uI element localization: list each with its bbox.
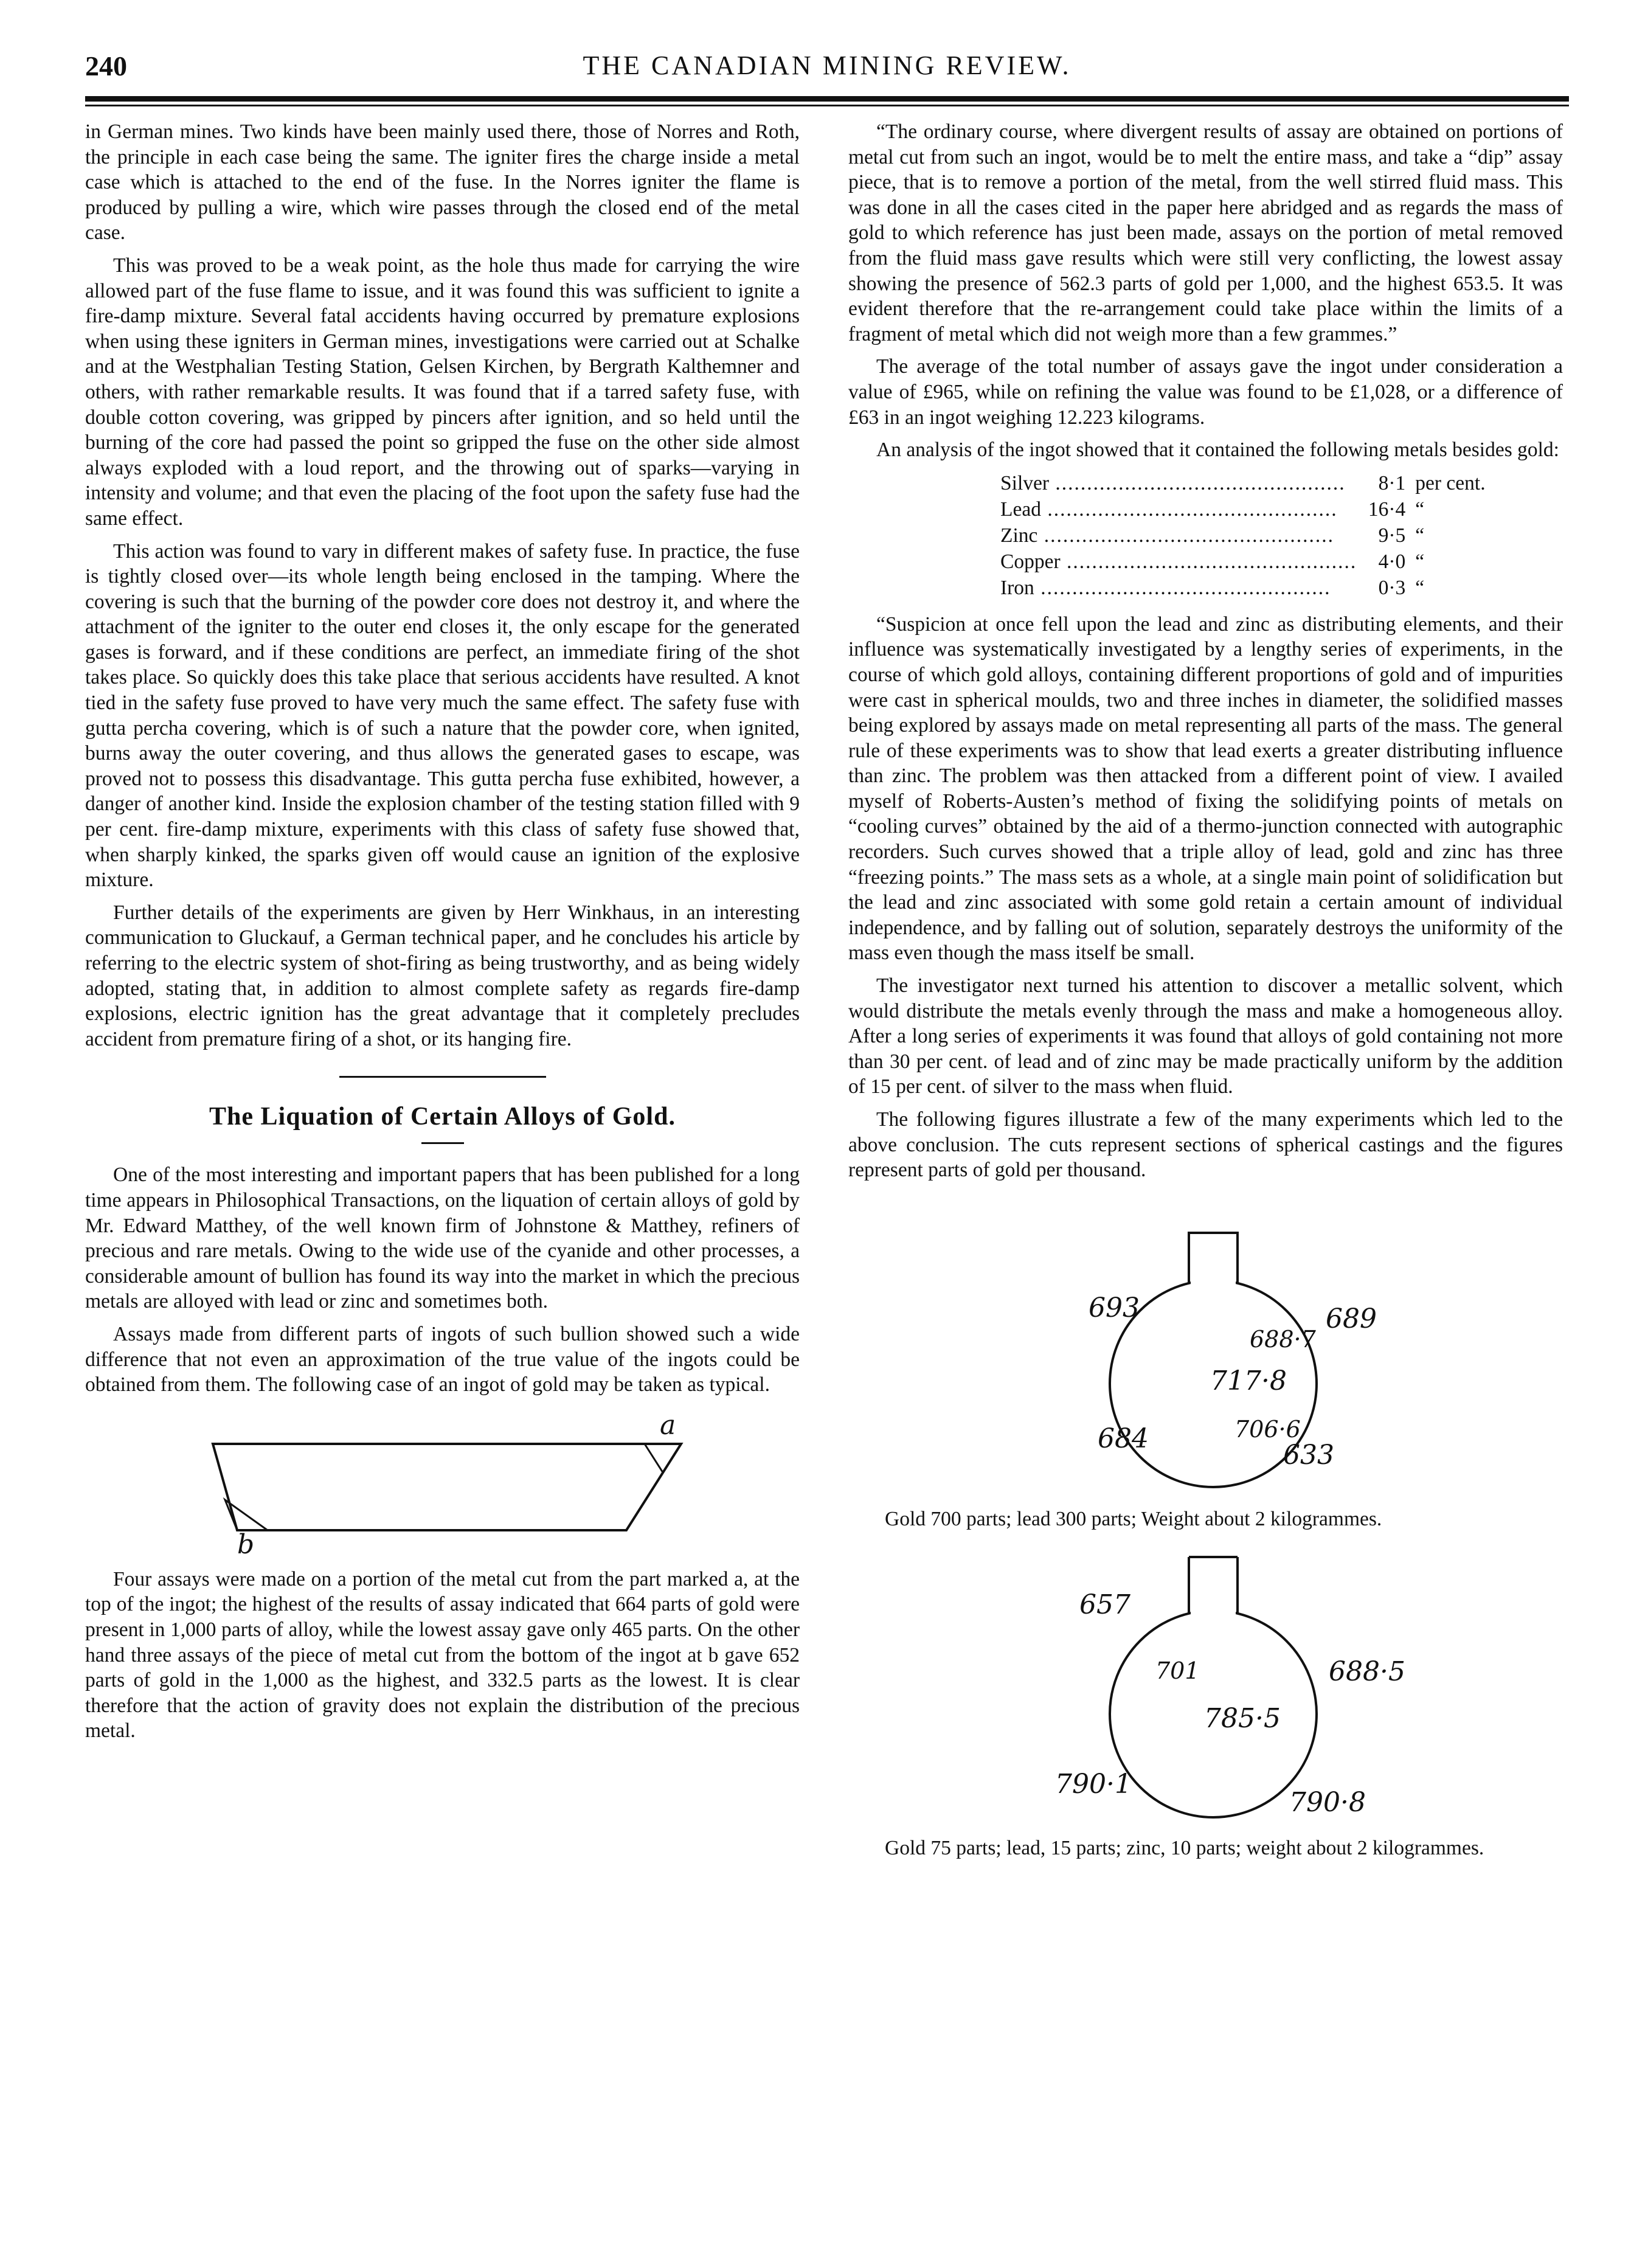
paragraph: An analysis of the ingot showed that it contained the following metals besides gold:: [876, 439, 1559, 462]
page-header: [85, 50, 1569, 86]
paragraph: This action was found to vary in different makes of safety fuse. In practice, the fuse is tightly closed over—its whole length being enclosed in the tamping. Where the covering is such that the burning of the powder core does not destroy it, and where the attachment of the igniter to the outer end closes it, the only escape for the generated gases is forward, and if these conditions are perfect, an immediate firing of the shot takes place. So quickly does this take place that serious accidents have resulted. A knot tied in the safety fuse proved to have very much the same effect. The safety fuse with gutta percha covering, which is of such a nature that the powder core, when ignited, burns away the outer covering, and thus allows the generated gases to escape, was proved not to possess this disadvantage. This gutta percha fuse exhibited, however, a danger of another kind. Inside the explosion chamber of the testing station filled with 9 per cent. fire-damp mixture, experiments with this class of safety fuse showed that, when sharply kinked, the sparks given off would cause an ignition of the explosive mixture.: [85, 539, 800, 892]
metal-name: Silver: [1000, 471, 1050, 494]
assay-label: 693: [1089, 1292, 1140, 1323]
paragraph: Further details of the experiments are given by Herr Winkhaus, in an interesting communication to Gluckauf, a German technical paper, and he concludes his article by referring to the electric system of shot-firing as being trustworthy, and as being widely adopted, stating that, in addition to almost complete safety as regards fire-damp explosions, electric ignition has the great advantage that it completely precludes accident from premature firing of a shot, or its hanging fire.: [85, 901, 800, 1050]
section-divider: [339, 1076, 546, 1078]
metals-table: [1000, 470, 1549, 601]
metal-name: Iron: [1000, 576, 1034, 599]
header-rule-thin: [85, 105, 1569, 106]
dot-leader: ..............................................: [1037, 524, 1335, 547]
paragraph: “Suspicion at once fell upon the lead and zinc as distributing elements, and their influence was systematically investigated by a lengthy series of experiments, in the course of which gold alloys, containing different proportions of gold and of impurities were cast in spherical moulds, two and three inches in diameter, the solidified masses being explored by assays made on metal representing all parts of the mass. The general rule of these experiments was to show that lead exerts a greater distributing influence than zinc. The problem was then attacked from a different point of view. I availed myself of Roberts-Austen’s method of fixing the solidifying points of metals on “cooling curves” obtained by the aid of a thermo-junction connected with autographic recorders. Such curves showed that a triple alloy of lead, gold and zinc has three “freezing points.” The mass sets as a whole, at a single main point of solidification but the lead and zinc associated with some gold retain a certain amount of individual independence, and by falling out of solution, separately destroys the uniformity of the mass even though the mass itself be small.: [848, 612, 1563, 965]
metal-value: 16·4: [1368, 498, 1406, 521]
metal-row: [1000, 549, 1549, 575]
metal-unit: “: [1415, 524, 1425, 547]
metal-row: [1000, 575, 1549, 601]
left-column: [85, 119, 800, 1751]
paragraph: in German mines. Two kinds have been mainly used there, those of Norres and Roth, the principle in each case being the same. The igniter fires the charge inside a metal case which is attached to the end of the fuse. In the Norres igniter the flame is produced by pulling a wire, which wire passes through the closed end of the metal case.: [85, 120, 800, 244]
paragraph: Assays made from different parts of ingots of such bullion showed such a wide difference that not even an approximation of the true value of the ingots could be obtained from them. The following case of an ingot of gold may be taken as typical.: [85, 1322, 800, 1396]
sphere-neck-mask: [1191, 1277, 1236, 1285]
page-number: 240: [85, 50, 127, 81]
assay-label: 706·6: [1234, 1415, 1301, 1443]
dot-leader: ..............................................: [1049, 471, 1346, 494]
metal-value: 9·5: [1378, 524, 1406, 547]
assay-label: 684: [1098, 1423, 1149, 1454]
metal-name: Zinc: [1000, 524, 1038, 547]
journal-title: THE CANADIAN MINING REVIEW.: [583, 50, 1072, 80]
sphere-section-figure-2: [1006, 1550, 1405, 1829]
paragraph: Four assays were made on a portion of the metal cut from the part marked a, at the top of the ingot; the highest of the results of assay indicated that 664 parts of gold were present in 1,000 parts of alloy, while the lowest assay gave only 465 parts. On the other hand three assays of the piece of metal cut from the bottom of the ingot at b gave 652 parts of gold in the 1,000 as the highest, and 332.5 parts as the lowest. It is clear therefore that the action of gravity does not explain the distribution of the precious metal.: [85, 1567, 800, 1743]
metal-name: Lead: [1000, 498, 1041, 521]
metal-name: Copper: [1000, 550, 1061, 573]
ingot-corner-bottom: [225, 1500, 268, 1530]
assay-label: 688·5: [1329, 1656, 1405, 1688]
ingot-corner-top: [645, 1444, 681, 1472]
metal-unit: “: [1415, 576, 1425, 599]
paragraph: The following figures illustrate a few of the many experiments which led to the above conclusion. The cuts represent sections of spherical castings and the figures represent parts of gold per thousand.: [848, 1108, 1563, 1182]
paragraph: The investigator next turned his attention to discover a metallic solvent, which would distribute the metals evenly through the mass and make a homogeneous alloy. After a long series of experiments it was found that alloys of gold containing not more than 30 per cent. of lead and of zinc may be made practically uniform by the addition of 15 per cent. of silver to the mass when fluid.: [848, 974, 1563, 1098]
metal-unit: “: [1415, 550, 1425, 573]
assay-label: 689: [1326, 1303, 1377, 1334]
header-rule-thick: [85, 96, 1569, 102]
assay-label: 633: [1283, 1439, 1334, 1471]
sphere-section-figure-1: [1006, 1219, 1396, 1499]
paragraph: One of the most interesting and important papers that has been published for a long time appears in Philosophical Transactions, on the liquation of certain alloys of gold by Mr. Edward Matthey, of the well known firm of Johnstone & Matthey, refiners of precious and rare metals. Owing to the wide use of the cyanide and other processes, a considerable amount of bullion has found its way into the market in which the precious metals are alloyed with lead or zinc and sometimes both.: [85, 1163, 800, 1313]
assay-label: 688·7: [1250, 1325, 1316, 1353]
ingot-label-b: b: [237, 1528, 255, 1560]
dot-leader: ..............................................: [1060, 550, 1357, 573]
metal-value: 8·1: [1378, 471, 1406, 494]
assay-label: 657: [1079, 1589, 1130, 1621]
assay-label: 790·1: [1055, 1769, 1132, 1800]
metal-row: [1000, 522, 1549, 549]
metal-unit: per cent.: [1415, 471, 1486, 494]
metal-row: [1000, 496, 1549, 522]
assay-label: 785·5: [1204, 1703, 1281, 1735]
paragraph: The average of the total number of assays gave the ingot under consideration a value of £965, while on refining the value was found to be £1,028, or a difference of £63 in an ingot weighing 12.223 kilograms.: [848, 355, 1563, 429]
paragraph: “The ordinary course, where divergent results of assay are obtained on portions of metal cut from such an ingot, would be to melt the entire mass, and take a “dip” assay piece, that is to remove a portion of the metal, from the well stirred fluid mass. This was done in all the cases cited in the paper here abridged and as regards the mass of gold to which reference has just been made, assays on the portion of metal removed from the fluid mass gave results which were still very conflicting, the lowest assay showing the presence of 562.3 parts of gold per 1,000, and the highest 653.5. It was evident therefore that the re-arrangement could take place within the limits of a fragment of metal which did not weigh more than a few grammes.”: [848, 120, 1563, 345]
dot-leader: ..............................................: [1034, 576, 1331, 599]
article-title: The Liquation of Certain Alloys of Gold.: [209, 1103, 676, 1131]
assay-label: 701: [1155, 1657, 1200, 1685]
metal-row: [1000, 470, 1549, 496]
figure-2-caption: Gold 75 parts; lead, 15 parts; zinc, 10 parts; weight about 2 kilogrammes.: [885, 1837, 1484, 1860]
metal-unit: “: [1415, 498, 1425, 521]
ingot-diagram: [207, 1409, 693, 1560]
sphere-neck-mask: [1191, 1607, 1236, 1615]
metal-value: 0·3: [1378, 576, 1406, 599]
paragraph: This was proved to be a weak point, as the hole thus made for carrying the wire allowed part of the fuse flame to issue, and it was found this was sufficient to ignite a fire-damp mixture. Several fatal accidents having occurred by premature explosions when using these igniters in German mines, investigations were carried out at Schalke and at the Westphalian Testing Station, Gelsen Kirchen, by Bergrath Kalthemner and others, with rather remarkable results. It was found that if a tarred safety fuse, with double cotton covering, was gripped by pincers after ignition, and so held until the burning of the core had passed the point so gripped the fuse on the other side almost always exploded with a loud report, and the throwing out of sparks—varying in intensity and volume; and that even the placing of the foot upon the safety fuse had the same effect.: [85, 254, 800, 530]
assay-label: 790·8: [1289, 1787, 1366, 1819]
sphere-outline: [1189, 1233, 1238, 1251]
right-column: [848, 119, 1563, 1861]
title-dash: [421, 1142, 464, 1144]
ingot-label-a: a: [660, 1409, 676, 1441]
figure-1-caption: Gold 700 parts; lead 300 parts; Weight about 2 kilogrammes.: [885, 1507, 1382, 1530]
dot-leader: ..............................................: [1040, 498, 1338, 521]
metal-value: 4·0: [1378, 550, 1406, 573]
ingot-outline: [213, 1444, 681, 1530]
assay-label: 717·8: [1210, 1365, 1287, 1396]
